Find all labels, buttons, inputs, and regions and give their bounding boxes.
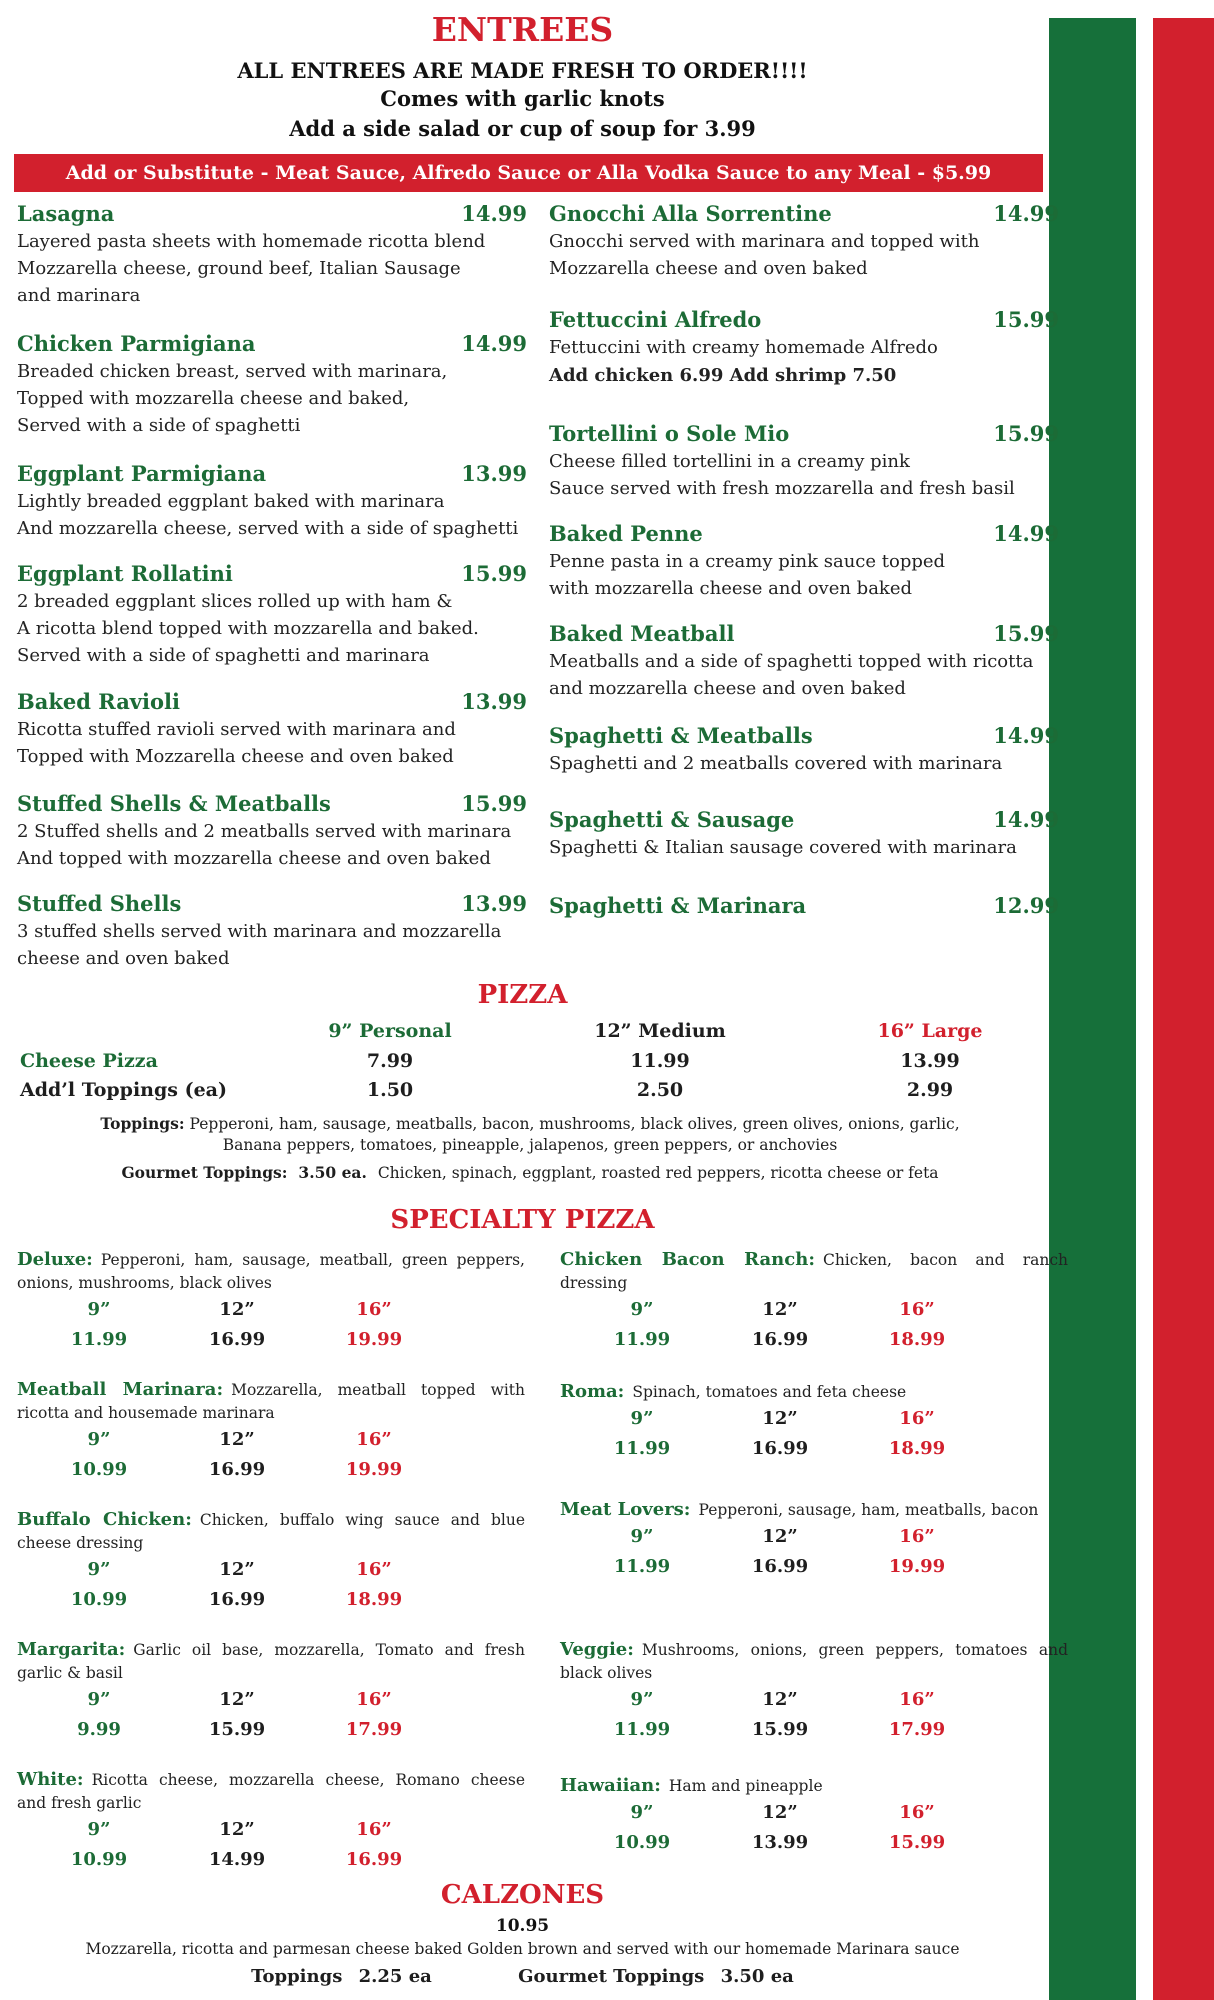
specialty-size-label: 16”	[356, 1299, 392, 1320]
entree-item-baked-ravioli	[17, 688, 527, 770]
specialty-price: 16.99	[751, 1329, 809, 1350]
entree-name: Stuffed Shells	[17, 891, 182, 916]
entree-name: Baked Meatball	[549, 621, 735, 646]
entree-description-line: Gnocchi served with marinara and topped with	[549, 231, 980, 252]
entree-name: Baked Penne	[549, 521, 703, 546]
specialty-ingredients: Mozzarella, meatball topped with ricotta and housemade marinara	[17, 1381, 526, 1422]
specialty-price: 10.99	[70, 1459, 128, 1480]
specialty-name: Roma:	[560, 1381, 625, 1402]
entree-item-lasagna	[17, 200, 527, 309]
entree-price: 14.99	[461, 201, 527, 226]
specialty-price: 10.99	[613, 1832, 671, 1853]
specialty-price: 19.99	[345, 1459, 403, 1480]
entree-header	[17, 890, 527, 918]
specialty-price: 17.99	[888, 1719, 946, 1740]
specialty-pizza-chicken-bacon-ranch	[560, 1248, 1068, 1359]
entree-name: Eggplant Rollatini	[17, 561, 233, 586]
specialty-prices	[17, 1849, 525, 1879]
entree-header	[549, 806, 1059, 834]
entree-description-line: and marinara	[17, 285, 141, 306]
entree-item-stuffed-shells-meatballs	[17, 790, 527, 872]
pizza-size-personal: 9” Personal	[328, 1020, 452, 1042]
specialty-size-label: 12”	[762, 1526, 798, 1547]
entree-description-line: cheese and oven baked	[17, 948, 230, 969]
specialty-price: 15.99	[751, 1719, 809, 1740]
entree-description-line: Layered pasta sheets with homemade ricotta blend	[17, 231, 486, 252]
specialty-price: 16.99	[345, 1849, 403, 1870]
entree-description-line: And mozzarella cheese, served with a side of spaghetti	[17, 518, 519, 539]
entree-header	[17, 688, 527, 716]
specialty-size-label: 16”	[356, 1689, 392, 1710]
specialty-pizza-roma	[560, 1380, 1068, 1468]
specialty-description	[560, 1498, 1068, 1522]
entree-name: Chicken Parmigiana	[17, 331, 256, 356]
specialty-name: White:	[17, 1769, 84, 1790]
entree-price: 14.99	[993, 201, 1059, 226]
entree-header	[17, 560, 527, 588]
specialty-price: 11.99	[613, 1438, 671, 1459]
toppings-list-title: Toppings:	[100, 1114, 185, 1133]
specialty-size-label: 16”	[899, 1408, 935, 1429]
gourmet-toppings-price: 3.50 ea.	[298, 1163, 367, 1182]
entrees-note-fresh: ALL ENTREES ARE MADE FRESH TO ORDER!!!!	[237, 58, 808, 83]
calzone-toppings	[0, 1966, 1045, 1987]
entree-description-line: with mozzarella cheese and oven baked	[549, 578, 913, 599]
entree-price: 14.99	[993, 807, 1059, 832]
specialty-price: 16.99	[208, 1589, 266, 1610]
specialty-size-label: 12”	[219, 1299, 255, 1320]
entree-description-line: Topped with mozzarella cheese and baked,	[17, 388, 410, 409]
specialty-description	[17, 1378, 525, 1425]
entree-price: 13.99	[461, 891, 527, 916]
specialty-ingredients: Garlic oil base, mozzarella, Tomato and fresh garlic & basil	[17, 1641, 525, 1682]
specialty-price: 16.99	[751, 1556, 809, 1577]
entree-name: Gnocchi Alla Sorrentine	[549, 201, 832, 226]
entree-item-fettuccini-alfredo	[549, 306, 1059, 390]
toppings-price-large: 2.99	[906, 1079, 954, 1101]
specialty-size-label: 9”	[87, 1429, 111, 1450]
specialty-ingredients: Chicken, buffalo wing sauce and blue cheese dressing	[17, 1511, 525, 1552]
specialty-size-label: 9”	[87, 1819, 111, 1840]
specialty-ingredients: Pepperoni, ham, sausage, meatball, green peppers, onions, mushrooms, black olives	[17, 1251, 525, 1292]
substitute-banner	[14, 154, 1043, 192]
entree-item-spaghetti-meatballs	[549, 722, 1059, 777]
entree-description-line: Fettuccini with creamy homemade Alfredo	[549, 337, 938, 358]
specialty-size-label: 9”	[87, 1559, 111, 1580]
specialty-description	[560, 1638, 1068, 1685]
entree-price: 13.99	[461, 689, 527, 714]
entree-price: 15.99	[461, 791, 527, 816]
entree-name: Baked Ravioli	[17, 689, 180, 714]
entree-item-spaghetti-sausage	[549, 806, 1059, 861]
entree-item-gnocchi-alla-sorrentine	[549, 200, 1059, 282]
specialty-size-label: 12”	[762, 1802, 798, 1823]
specialty-ingredients: Chicken, bacon and ranch dressing	[560, 1251, 1068, 1292]
specialty-prices	[560, 1832, 1068, 1862]
calzones-title: CALZONES	[440, 1880, 605, 1910]
specialty-sizes	[17, 1299, 525, 1329]
specialty-price: 16.99	[208, 1459, 266, 1480]
specialty-price: 18.99	[345, 1589, 403, 1610]
gourmet-toppings-list: Chicken, spinach, eggplant, roasted red peppers, ricotta cheese or feta	[377, 1164, 939, 1182]
entree-price: 14.99	[993, 521, 1059, 546]
entree-description-line: Meatballs and a side of spaghetti topped with ricotta	[549, 651, 1034, 672]
entree-header	[549, 200, 1059, 228]
entree-item-eggplant-rollatini	[17, 560, 527, 669]
entree-description-line: Served with a side of spaghetti	[17, 415, 301, 436]
entree-item-spaghetti-marinara	[549, 892, 1059, 920]
entree-price: 15.99	[461, 561, 527, 586]
entree-header	[549, 620, 1059, 648]
entree-price: 15.99	[993, 421, 1059, 446]
specialty-pizza-margarita	[17, 1638, 525, 1749]
entree-description-line: Penne pasta in a creamy pink sauce topped	[549, 551, 946, 572]
specialty-name: Chicken Bacon Ranch:	[560, 1249, 815, 1270]
specialty-sizes	[560, 1408, 1068, 1438]
specialty-sizes	[17, 1559, 525, 1589]
entree-header	[17, 200, 527, 228]
entree-name: Spaghetti & Marinara	[549, 893, 807, 918]
specialty-name: Hawaiian:	[560, 1775, 661, 1796]
entree-description-line: Cheese filled tortellini in a creamy pink	[549, 451, 910, 472]
entree-description-line: Spaghetti & Italian sausage covered with marinara	[549, 837, 1017, 858]
specialty-name: Margarita:	[17, 1639, 126, 1660]
entree-header	[17, 460, 527, 488]
gourmet-toppings	[30, 1163, 1030, 1182]
gourmet-toppings-title: Gourmet Toppings:	[121, 1163, 288, 1182]
entree-header	[17, 790, 527, 818]
entree-price: 14.99	[993, 723, 1059, 748]
specialty-prices	[560, 1438, 1068, 1468]
entree-description-line: 2 Stuffed shells and 2 meatballs served with marinara	[17, 821, 512, 842]
specialty-size-label: 16”	[899, 1299, 935, 1320]
entree-item-tortellini-o-sole-mio	[549, 420, 1059, 502]
specialty-size-label: 9”	[630, 1299, 654, 1320]
entree-description-line: Breaded chicken breast, served with marinara,	[17, 361, 448, 382]
specialty-price: 15.99	[888, 1832, 946, 1853]
specialty-price: 14.99	[208, 1849, 266, 1870]
specialty-sizes	[17, 1429, 525, 1459]
entree-name: Spaghetti & Meatballs	[549, 723, 813, 748]
specialty-size-label: 9”	[630, 1802, 654, 1823]
entree-price: 14.99	[461, 331, 527, 356]
specialty-ingredients: Ham and pineapple	[668, 1777, 823, 1795]
entree-item-baked-meatball	[549, 620, 1059, 702]
specialty-pizza-meatball-marinara	[17, 1378, 525, 1489]
specialty-prices	[17, 1719, 525, 1749]
specialty-size-label: 16”	[899, 1689, 935, 1710]
italian-flag-red-stripe	[1153, 18, 1214, 2000]
specialty-ingredients: Spinach, tomatoes and feta cheese	[632, 1383, 907, 1401]
specialty-sizes	[560, 1802, 1068, 1832]
specialty-size-label: 9”	[87, 1299, 111, 1320]
specialty-name: Meatball Marinara:	[17, 1379, 224, 1400]
specialty-size-label: 9”	[630, 1526, 654, 1547]
specialty-price: 17.99	[345, 1719, 403, 1740]
entree-header	[549, 306, 1059, 334]
entrees-note-knots: Comes with garlic knots	[380, 86, 665, 111]
specialty-pizza-white	[17, 1768, 525, 1879]
specialty-description	[560, 1380, 1068, 1404]
entree-description-line: Ricotta stuffed ravioli served with marinara and	[17, 719, 456, 740]
specialty-prices	[17, 1459, 525, 1489]
toppings-list-line-2: Banana peppers, tomatoes, pineapple, jalapenos, green peppers, or anchovies	[222, 1136, 838, 1154]
specialty-size-label: 12”	[762, 1408, 798, 1429]
specialty-name: Deluxe:	[17, 1249, 93, 1270]
specialty-price: 11.99	[70, 1329, 128, 1350]
entree-item-baked-penne	[549, 520, 1059, 602]
entree-description-line: Mozzarella cheese, ground beef, Italian Sausage	[17, 258, 461, 279]
specialty-pizza-meat-lovers	[560, 1498, 1068, 1586]
specialty-prices	[17, 1329, 525, 1359]
entree-header	[549, 420, 1059, 448]
calzone-description: Mozzarella, ricotta and parmesan cheese baked Golden brown and served with our homemade Marinara sauce	[85, 1940, 960, 1958]
specialty-price: 11.99	[613, 1719, 671, 1740]
specialty-price: 15.99	[208, 1719, 266, 1740]
pizza-size-medium: 12” Medium	[594, 1020, 726, 1042]
specialty-price: 18.99	[888, 1329, 946, 1350]
substitute-banner-text: Add or Substitute - Meat Sauce, Alfredo Sauce or Alla Vodka Sauce to any Meal - $5.99	[65, 162, 992, 184]
specialty-size-label: 12”	[219, 1429, 255, 1450]
specialty-prices	[17, 1589, 525, 1619]
specialty-pizza-veggie	[560, 1638, 1068, 1749]
entree-description-line: 3 stuffed shells served with marinara and mozzarella	[17, 921, 502, 942]
entree-item-chicken-parmigiana	[17, 330, 527, 439]
specialty-pizza-hawaiian	[560, 1774, 1068, 1862]
specialty-description	[17, 1508, 525, 1555]
specialty-price: 13.99	[751, 1832, 809, 1853]
additional-toppings-label: Add’l Toppings (ea)	[20, 1079, 227, 1101]
toppings-price-personal: 1.50	[366, 1079, 414, 1101]
entree-name: Fettuccini Alfredo	[549, 307, 762, 332]
pizza-title: PIZZA	[477, 980, 568, 1010]
cheese-pizza-label: Cheese Pizza	[20, 1050, 158, 1072]
specialty-price: 10.99	[70, 1589, 128, 1610]
specialty-price: 9.99	[77, 1719, 121, 1740]
toppings-list-line-1: Pepperoni, ham, sausage, meatballs, bacon, mushrooms, black olives, green olives, onions, garlic,	[189, 1115, 960, 1133]
specialty-price: 19.99	[888, 1556, 946, 1577]
specialty-sizes	[17, 1689, 525, 1719]
entrees-title: ENTREES	[431, 10, 614, 49]
specialty-price: 10.99	[70, 1849, 128, 1870]
entree-price: 15.99	[993, 621, 1059, 646]
specialty-prices	[560, 1329, 1068, 1359]
entree-name: Lasagna	[17, 201, 115, 226]
specialty-sizes	[17, 1819, 525, 1849]
calzone-gourmet-label: Gourmet Toppings	[518, 1966, 705, 1987]
entree-header	[549, 520, 1059, 548]
specialty-pizza-deluxe	[17, 1248, 525, 1359]
calzone-price: 10.95	[495, 1916, 550, 1936]
specialty-size-label: 9”	[630, 1408, 654, 1429]
entree-description-line: Mozzarella cheese and oven baked	[549, 258, 868, 279]
specialty-size-label: 12”	[762, 1689, 798, 1710]
entree-description-line: 2 breaded eggplant slices rolled up with ham &	[17, 591, 453, 612]
entree-description-line: and mozzarella cheese and oven baked	[549, 678, 906, 699]
cheese-pizza-price-medium: 11.99	[630, 1050, 690, 1072]
specialty-size-label: 16”	[899, 1802, 935, 1823]
entree-header	[549, 892, 1059, 920]
specialty-sizes	[560, 1299, 1068, 1329]
entree-price: 13.99	[461, 461, 527, 486]
entree-description-line: A ricotta blend topped with mozzarella and baked.	[17, 618, 479, 639]
specialty-ingredients: Ricotta cheese, mozzarella cheese, Romano cheese and fresh garlic	[17, 1771, 525, 1812]
specialty-size-label: 16”	[899, 1526, 935, 1547]
specialty-sizes	[560, 1526, 1068, 1556]
entree-description-line: Served with a side of spaghetti and marinara	[17, 645, 430, 666]
entree-price: 12.99	[993, 893, 1059, 918]
specialty-description	[17, 1768, 525, 1815]
specialty-description	[560, 1774, 1068, 1798]
specialty-size-label: 16”	[356, 1559, 392, 1580]
specialty-price: 16.99	[208, 1329, 266, 1350]
entree-description-line: Topped with Mozzarella cheese and oven baked	[17, 746, 454, 767]
specialty-price: 16.99	[751, 1438, 809, 1459]
specialty-pizza-buffalo-chicken	[17, 1508, 525, 1619]
entree-add-ons: Add chicken 6.99 Add shrimp 7.50	[549, 365, 897, 386]
specialty-price: 11.99	[613, 1329, 671, 1350]
specialty-sizes	[560, 1689, 1068, 1719]
specialty-size-label: 12”	[219, 1689, 255, 1710]
specialty-size-label: 12”	[762, 1299, 798, 1320]
specialty-name: Meat Lovers:	[560, 1499, 691, 1520]
specialty-size-label: 12”	[219, 1559, 255, 1580]
entree-header	[17, 330, 527, 358]
entree-description-line: Sauce served with fresh mozzarella and fresh basil	[549, 478, 1015, 499]
specialty-name: Veggie:	[560, 1639, 634, 1660]
entree-description-line: Spaghetti and 2 meatballs covered with marinara	[549, 753, 1003, 774]
entree-name: Tortellini o Sole Mio	[549, 421, 790, 446]
entree-description-line: And topped with mozzarella cheese and oven baked	[17, 848, 491, 869]
entree-description-line: Lightly breaded eggplant baked with marinara	[17, 491, 445, 512]
specialty-prices	[560, 1719, 1068, 1749]
entree-header	[549, 722, 1059, 750]
calzone-toppings-label: Toppings	[251, 1966, 343, 1987]
specialty-price: 18.99	[888, 1438, 946, 1459]
toppings-list	[30, 1113, 1030, 1156]
entree-item-eggplant-parmigiana	[17, 460, 527, 542]
specialty-description	[17, 1638, 525, 1685]
specialty-ingredients: Mushrooms, onions, green peppers, tomatoes and black olives	[560, 1641, 1068, 1682]
toppings-price-medium: 2.50	[636, 1079, 684, 1101]
calzone-gourmet-price: 3.50 ea	[720, 1966, 794, 1987]
entree-name: Stuffed Shells & Meatballs	[17, 791, 331, 816]
cheese-pizza-price-personal: 7.99	[366, 1050, 414, 1072]
entree-name: Eggplant Parmigiana	[17, 461, 267, 486]
calzone-toppings-price: 2.25 ea	[358, 1966, 432, 1987]
cheese-pizza-price-large: 13.99	[900, 1050, 960, 1072]
entrees-note-side: Add a side salad or cup of soup for 3.99	[289, 116, 756, 141]
specialty-description	[17, 1248, 525, 1295]
entree-name: Spaghetti & Sausage	[549, 807, 795, 832]
pizza-price-table	[0, 1020, 1045, 1100]
specialty-size-label: 16”	[356, 1429, 392, 1450]
entree-item-stuffed-shells	[17, 890, 527, 972]
specialty-size-label: 12”	[219, 1819, 255, 1840]
specialty-prices	[560, 1556, 1068, 1586]
entree-price: 15.99	[993, 307, 1059, 332]
pizza-size-large: 16” Large	[877, 1020, 983, 1042]
specialty-size-label: 9”	[87, 1689, 111, 1710]
specialty-size-label: 9”	[630, 1689, 654, 1710]
specialty-name: Buffalo Chicken:	[17, 1509, 192, 1530]
specialty-pizza-title: SPECIALTY PIZZA	[390, 1205, 655, 1235]
specialty-price: 19.99	[345, 1329, 403, 1350]
specialty-price: 11.99	[613, 1556, 671, 1577]
specialty-description	[560, 1248, 1068, 1295]
specialty-ingredients: Pepperoni, sausage, ham, meatballs, bacon	[698, 1501, 1039, 1519]
specialty-size-label: 16”	[356, 1819, 392, 1840]
